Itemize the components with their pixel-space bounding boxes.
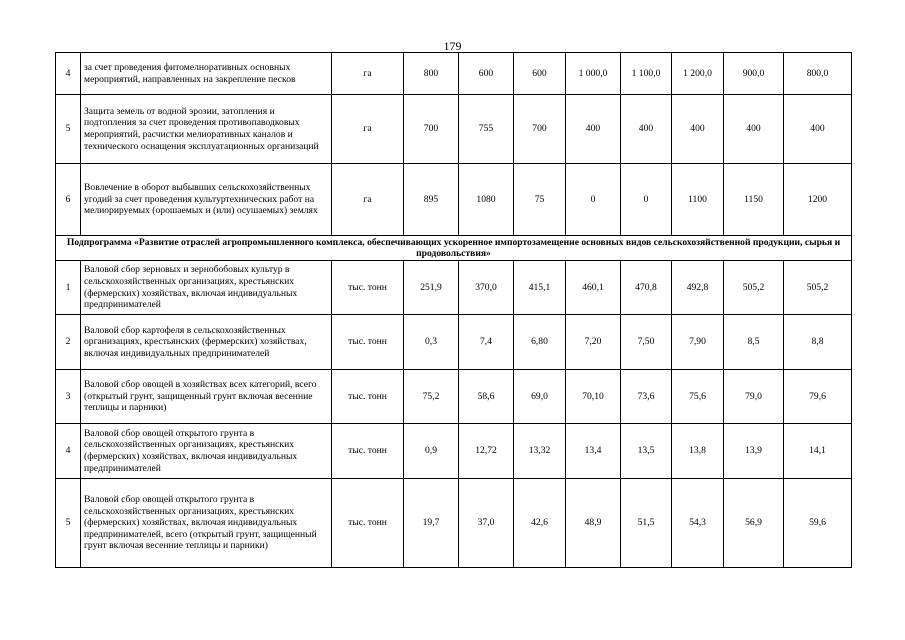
- unit-cell: тыс. тонн: [332, 479, 404, 568]
- value-cell: 1200: [784, 164, 852, 236]
- value-cell: 400: [724, 95, 784, 164]
- value-cell: 13,8: [672, 424, 724, 479]
- subprogram-title: Подпрограмма «Развитие отраслей агропромышленного комплекса, обеспечивающих ускоренное импортозамещение основных видов сельскохозяйственной продукции, сырья и продовольствия»: [56, 236, 852, 261]
- table-row: [56, 95, 852, 164]
- row-number: 4: [56, 53, 81, 95]
- value-cell: 800: [404, 53, 459, 95]
- row-number: 2: [56, 315, 81, 370]
- value-cell: 70,10: [566, 370, 621, 424]
- value-cell: 1 100,0: [621, 53, 672, 95]
- value-cell: 370,0: [459, 261, 514, 315]
- value-cell: 48,9: [566, 479, 621, 568]
- unit-cell: тыс. тонн: [332, 261, 404, 315]
- indicators-table: [55, 52, 852, 568]
- unit-cell: га: [332, 164, 404, 236]
- value-cell: 700: [404, 95, 459, 164]
- value-cell: 900,0: [724, 53, 784, 95]
- unit-cell: тыс. тонн: [332, 315, 404, 370]
- value-cell: 56,9: [724, 479, 784, 568]
- indicator-name: Защита земель от водной эрозии, затопления и подтопления за счет проведения противопаводковых мероприятий, расчистки мелиоративных каналов и технического оснащения эксплуатационных организаций: [81, 95, 332, 164]
- value-cell: 0,9: [404, 424, 459, 479]
- value-cell: 1150: [724, 164, 784, 236]
- value-cell: 492,8: [672, 261, 724, 315]
- value-cell: 79,0: [724, 370, 784, 424]
- table-row: [56, 261, 852, 315]
- value-cell: 13,9: [724, 424, 784, 479]
- value-cell: 1100: [672, 164, 724, 236]
- unit-cell: га: [332, 95, 404, 164]
- value-cell: 8,5: [724, 315, 784, 370]
- value-cell: 400: [621, 95, 672, 164]
- row-number: 1: [56, 261, 81, 315]
- value-cell: 251,9: [404, 261, 459, 315]
- value-cell: 8,8: [784, 315, 852, 370]
- table-row: [56, 164, 852, 236]
- indicator-name: Вовлечение в оборот выбывших сельскохозяйственных угодий за счет проведения культуртехнических работ на мелиорируемых (орошаемых и (или) осушаемых) землях: [81, 164, 332, 236]
- subprogram-header-row: [56, 236, 852, 261]
- value-cell: 7,20: [566, 315, 621, 370]
- value-cell: 13,4: [566, 424, 621, 479]
- value-cell: 75,6: [672, 370, 724, 424]
- indicator-name: Валовой сбор картофеля в сельскохозяйственных организациях, крестьянских (фермерских) хозяйствах, включая индивидуальных предпринимателей: [81, 315, 332, 370]
- value-cell: 19,7: [404, 479, 459, 568]
- indicator-name: Валовой сбор овощей в хозяйствах всех категорий, всего (открытый грунт, защищенный грунт включая весенние теплицы и парники): [81, 370, 332, 424]
- value-cell: 1 000,0: [566, 53, 621, 95]
- value-cell: 14,1: [784, 424, 852, 479]
- value-cell: 6,80: [514, 315, 566, 370]
- row-number: 5: [56, 95, 81, 164]
- value-cell: 69,0: [514, 370, 566, 424]
- table-row: [56, 370, 852, 424]
- value-cell: 895: [404, 164, 459, 236]
- table-row: [56, 315, 852, 370]
- value-cell: 470,8: [621, 261, 672, 315]
- value-cell: 13,32: [514, 424, 566, 479]
- indicator-name: Валовой сбор овощей открытого грунта в сельскохозяйственных организациях, крестьянских (фермерских) хозяйствах, включая индивидуальных предпринимателей: [81, 424, 332, 479]
- value-cell: 600: [459, 53, 514, 95]
- indicator-name: за счет проведения фитомелноративных основных мероприятий, направленных на закрепление песков: [81, 53, 332, 95]
- value-cell: 1 200,0: [672, 53, 724, 95]
- value-cell: 1080: [459, 164, 514, 236]
- value-cell: 700: [514, 95, 566, 164]
- value-cell: 79,6: [784, 370, 852, 424]
- value-cell: 42,6: [514, 479, 566, 568]
- row-number: 4: [56, 424, 81, 479]
- unit-cell: тыс. тонн: [332, 424, 404, 479]
- value-cell: 59,6: [784, 479, 852, 568]
- value-cell: 51,5: [621, 479, 672, 568]
- value-cell: 58,6: [459, 370, 514, 424]
- value-cell: 400: [784, 95, 852, 164]
- value-cell: 75: [514, 164, 566, 236]
- value-cell: 505,2: [784, 261, 852, 315]
- value-cell: 75,2: [404, 370, 459, 424]
- value-cell: 7,90: [672, 315, 724, 370]
- value-cell: 37,0: [459, 479, 514, 568]
- value-cell: 13,5: [621, 424, 672, 479]
- row-number: 3: [56, 370, 81, 424]
- value-cell: 800,0: [784, 53, 852, 95]
- unit-cell: га: [332, 53, 404, 95]
- table-row: [56, 424, 852, 479]
- value-cell: 0: [566, 164, 621, 236]
- value-cell: 54,3: [672, 479, 724, 568]
- value-cell: 7,50: [621, 315, 672, 370]
- value-cell: 0,3: [404, 315, 459, 370]
- value-cell: 400: [672, 95, 724, 164]
- value-cell: 0: [621, 164, 672, 236]
- row-number: 5: [56, 479, 81, 568]
- value-cell: 505,2: [724, 261, 784, 315]
- table-row: [56, 479, 852, 568]
- value-cell: 12,72: [459, 424, 514, 479]
- value-cell: 415,1: [514, 261, 566, 315]
- table-row: [56, 53, 852, 95]
- row-number: 6: [56, 164, 81, 236]
- value-cell: 755: [459, 95, 514, 164]
- indicator-name: Валовой сбор овощей открытого грунта в сельскохозяйственных организациях, крестьянских (фермерских) хозяйствах, включая индивидуальных предпринимателей, всего (открытый грунт, защищенный грунт включая весенние теплицы и парники): [81, 479, 332, 568]
- value-cell: 600: [514, 53, 566, 95]
- indicator-name: Валовой сбор зерновых и зернобобовых культур в сельскохозяйственных организациях, крестьянских (фермерских) хозяйствах, включая индивидуальных предпринимателей: [81, 261, 332, 315]
- value-cell: 73,6: [621, 370, 672, 424]
- page-number: 179: [443, 39, 462, 53]
- value-cell: 460,1: [566, 261, 621, 315]
- value-cell: 400: [566, 95, 621, 164]
- unit-cell: тыс. тонн: [332, 370, 404, 424]
- value-cell: 7,4: [459, 315, 514, 370]
